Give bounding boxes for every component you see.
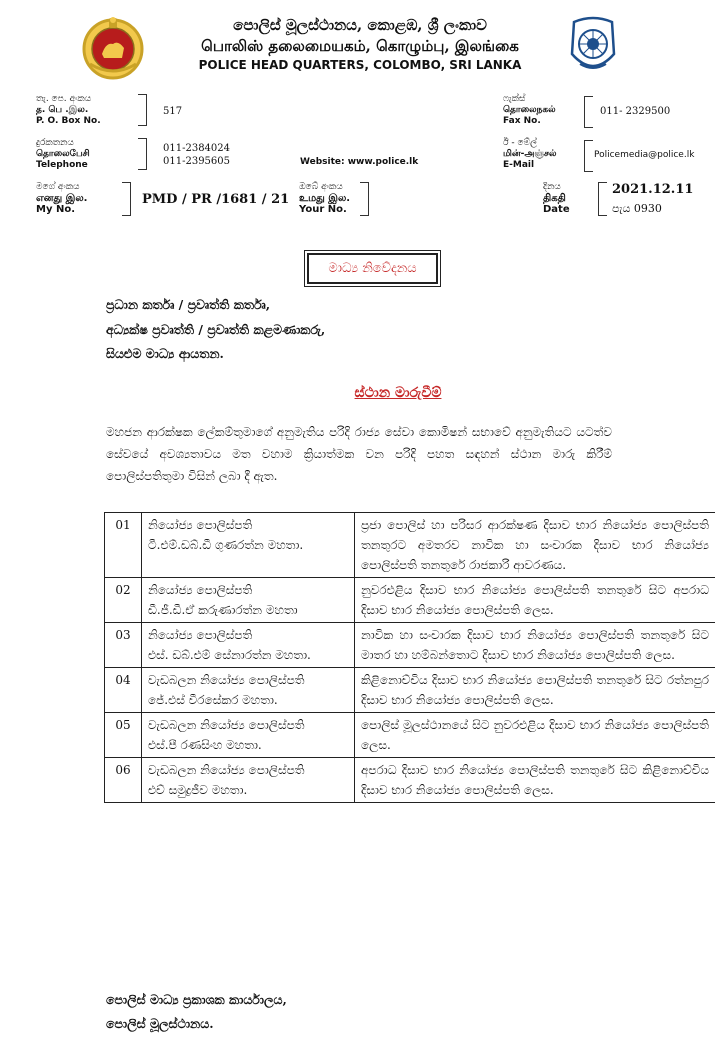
officer-name: ටී.එම්.ඩබ්.ඩී ගුණරත්න මහතා. bbox=[148, 538, 304, 552]
addressee-1: ප්‍රධාන කර්තෘ / ප්‍රවෘත්ති කර්තෘ, bbox=[106, 297, 271, 312]
pobox-label-si: තැ. පෙ. අංකය bbox=[36, 94, 92, 104]
transfers-table bbox=[104, 512, 715, 803]
transfer-number: 05 bbox=[105, 713, 142, 758]
tel-bracket bbox=[138, 138, 147, 170]
officer-cell bbox=[142, 578, 355, 623]
date-label-si: දිනය bbox=[543, 182, 561, 192]
your-no-bracket bbox=[360, 182, 369, 216]
transfer-number: 06 bbox=[105, 758, 142, 803]
email-label-en: E-Mail bbox=[503, 160, 535, 170]
telephone-label bbox=[36, 138, 90, 171]
pobox-value: 517 bbox=[163, 106, 183, 117]
your-no-label-si: ඔබේ අංකය bbox=[299, 182, 343, 192]
letterhead-sinhala: පොලිස් මූලස්ථානය, කොළඹ, ශ්‍රී ලංකාව bbox=[233, 16, 487, 34]
transfer-row bbox=[105, 578, 715, 623]
document-title: මාධ්‍ය නිවේදනය bbox=[307, 253, 438, 284]
email-bracket bbox=[584, 140, 593, 172]
officer-name: එස්.පී රණසිංහ මහතා. bbox=[148, 738, 262, 752]
letterhead-tamil: பொலிஸ் தலைமையகம், கொழும்பு, இலங்கை bbox=[201, 37, 519, 55]
fax-label-si: ෆැක්ස් bbox=[503, 94, 526, 104]
officer-name: ඩී.ජී.ඩී.ඒ කරුණාරත්න මහතා bbox=[148, 603, 298, 617]
fax-label-en: Fax No. bbox=[503, 116, 541, 126]
sri-lanka-emblem-icon bbox=[80, 14, 146, 80]
your-no-label-ta: உமது இல. bbox=[299, 193, 351, 204]
email-label-ta: மின்-அஞ்சல் bbox=[503, 149, 557, 159]
officer-name: ජේ.එස් වීරසේකර මහතා. bbox=[148, 693, 278, 707]
officer-cell bbox=[142, 513, 355, 578]
date-bracket bbox=[598, 182, 607, 216]
email-label-si: ඊ - මේල් bbox=[503, 138, 537, 148]
transfer-description: කිළිනොච්චිය දිසාව භාර නියෝජ්‍ය පොලිස්පති තනතුරේ සිට රත්නපුර දිසාව භාර නියෝජ්‍ය පොලිස්පති ලෙස. bbox=[355, 668, 715, 713]
my-no-label-ta: எனது இல. bbox=[36, 193, 88, 204]
my-no-label-si: මගේ අංකය bbox=[36, 182, 80, 192]
email-value: Policemedia@police.lk bbox=[594, 150, 695, 160]
transfers-table-body bbox=[105, 513, 715, 803]
transfer-description: පොලිස් මූලස්ථානයේ සිට නුවරඑළිය දිසාව භාර නියෝජ්‍ය පොලිස්පති ලෙස. bbox=[355, 713, 715, 758]
transfer-description: අපරාධ දිසාව භාර නියෝජ්‍ය පොලිස්පති තනතුරේ සිට කිළිනොච්චිය දිසාව භාර නියෝජ්‍ය පොලිස්පති ලෙස. bbox=[355, 758, 715, 803]
pobox-label bbox=[36, 94, 101, 127]
your-no-label-en: Your No. bbox=[299, 204, 347, 215]
my-no-value: PMD / PR /1681 / 21 bbox=[142, 192, 290, 207]
officer-name: එච් සමුද්‍රජීව මහතා. bbox=[148, 783, 248, 797]
pobox-label-ta: த. பெ .இல. bbox=[36, 105, 89, 115]
pobox-bracket bbox=[138, 94, 147, 126]
body-paragraph: මහජන ආරක්ෂක ලේකම්තුමාගේ අනුමැතිය පරිදි රාජ්‍ය සේවා කොමිෂන් සභාවේ අනුමැතියට යටත්ව සේවයේ අවශ්‍යතාවය මත වහාම ක්‍රියාත්මක වන පරිදි පහත සඳහන් ස්ථාන මාරු කිරීම් පොලිස්පතිතුමා විසින් ලබා දී ඇත. bbox=[106, 425, 612, 483]
officer-rank: වැඩබලන නියෝජ්‍ය පොලිස්පති bbox=[148, 763, 305, 777]
addressee-2: අධ්‍යක්ෂ ප්‍රවෘත්ති / ප්‍රවෘත්ති කළමණාකරු, bbox=[106, 322, 326, 337]
transfer-number: 01 bbox=[105, 513, 142, 578]
my-no-label bbox=[36, 182, 87, 215]
fax-value: 011- 2329500 bbox=[600, 106, 671, 117]
letterhead-english: POLICE HEAD QUARTERS, COLOMBO, SRI LANKA bbox=[198, 58, 522, 72]
tel-label-en: Telephone bbox=[36, 160, 88, 170]
officer-rank: වැඩබලන නියෝජ්‍ය පොලිස්පති bbox=[148, 673, 305, 687]
officer-cell bbox=[142, 758, 355, 803]
my-no-label-en: My No. bbox=[36, 204, 75, 215]
officer-cell bbox=[142, 668, 355, 713]
date-label-en: Date bbox=[543, 204, 570, 215]
date-value: 2021.12.11 bbox=[612, 182, 694, 197]
email-label bbox=[503, 138, 556, 171]
officer-rank: නියෝජ්‍ය පොලිස්පති bbox=[148, 583, 253, 597]
time-value: පැය 0930 bbox=[612, 202, 662, 215]
transfer-row bbox=[105, 513, 715, 578]
officer-rank: නියෝජ්‍ය පොලිස්පති bbox=[148, 628, 253, 642]
transfer-row bbox=[105, 668, 715, 713]
telephone-value-1: 011-2384024 bbox=[163, 143, 231, 154]
pobox-label-en: P. O. Box No. bbox=[36, 116, 101, 126]
transfer-row bbox=[105, 758, 715, 803]
fax-label-ta: தொலைநகல் bbox=[503, 105, 556, 115]
transfer-number: 04 bbox=[105, 668, 142, 713]
footer-hq: පොලිස් මූලස්ථානය. bbox=[106, 1016, 214, 1031]
officer-rank: නියෝජ්‍ය පොලිස්පති bbox=[148, 518, 253, 532]
officer-cell bbox=[142, 713, 355, 758]
tel-label-si: දුරකතනය bbox=[36, 138, 74, 148]
your-no-label bbox=[299, 182, 350, 215]
fax-bracket bbox=[584, 96, 593, 128]
addressee-3: සියළුම මාධ්‍ය ආයතන. bbox=[106, 346, 224, 361]
tel-label-ta: தொலைபேசி bbox=[36, 149, 90, 159]
transfer-description: නාවික හා සංචාරක දිසාව භාර නියෝජ්‍ය පොලිස්පති තනතුරේ සිට මාතර හා හම්බන්තොට දිසාව භාර නියෝජ්‍ය පොලිස්පති ලෙස. bbox=[355, 623, 715, 668]
transfer-number: 02 bbox=[105, 578, 142, 623]
fax-label bbox=[503, 94, 556, 127]
telephone-value-2: 011-2395605 bbox=[163, 156, 231, 167]
officer-rank: වැඩබලන නියෝජ්‍ය පොලිස්පති bbox=[148, 718, 305, 732]
transfer-row bbox=[105, 623, 715, 668]
officer-name: එස්. ඩබ්.එම් සේනාරත්න මහතා. bbox=[148, 648, 311, 662]
date-label bbox=[543, 182, 570, 215]
transfer-row bbox=[105, 713, 715, 758]
officer-cell bbox=[142, 623, 355, 668]
transfer-description: නුවරඑළිය දිසාව භාර නියෝජ්‍ය පොලිස්පති තනතුරේ සිට අපරාධ දිසාව භාර නියෝජ්‍ය පොලිස්පති ලෙස. bbox=[355, 578, 715, 623]
my-no-bracket bbox=[122, 182, 131, 216]
transfer-number: 03 bbox=[105, 623, 142, 668]
website-text: Website: www.police.lk bbox=[300, 157, 419, 167]
transfer-description: ප්‍රජා පොලිස් හා පරිසර ආරක්ෂණ දිසාව භාර නියෝජ්‍ය පොලිස්පති තනතුරට අමතරව නාවික හා සංචාරක දිසාව භාර නියෝජ්‍ය පොලිස්පති තනතුරේ රාජකාරි ආවරණය. bbox=[355, 513, 715, 578]
subject-heading: ස්ථාන මාරුවීම් bbox=[354, 385, 442, 401]
footer-office: පොලිස් මාධ්‍ය ප්‍රකාශක කාර්යාලය, bbox=[106, 992, 287, 1007]
date-label-ta: திகதி bbox=[543, 193, 566, 204]
